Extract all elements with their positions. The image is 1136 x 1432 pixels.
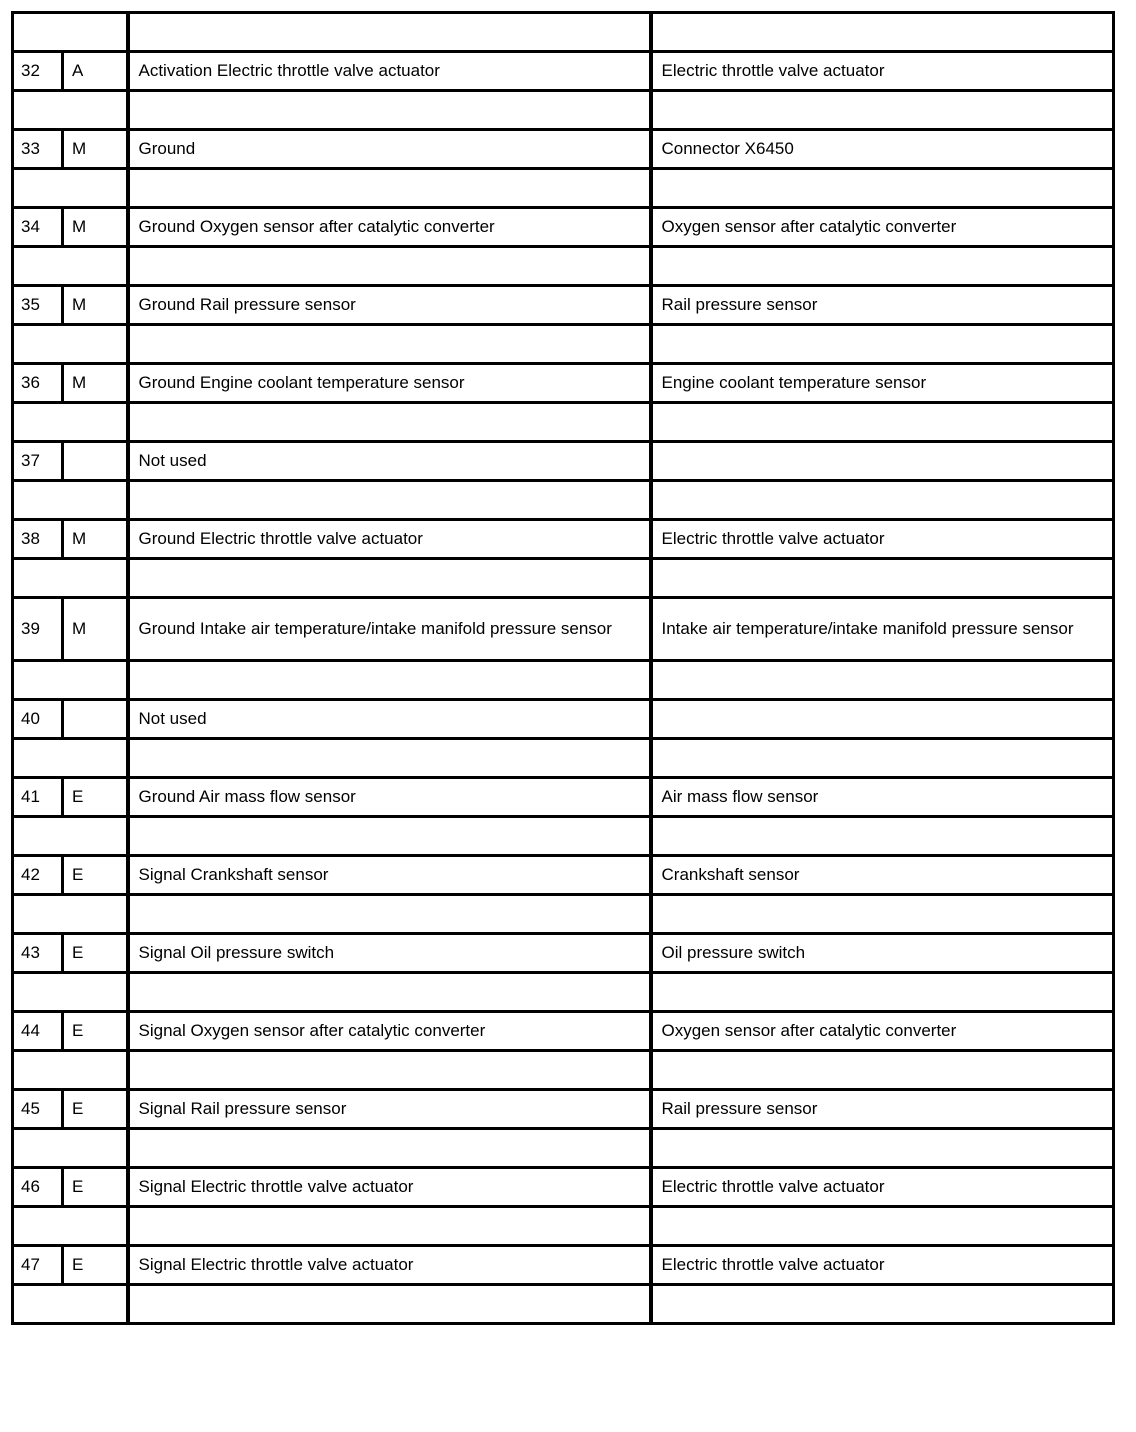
spacer-cell: [128, 325, 651, 364]
pin-row: [13, 778, 1114, 817]
spacer-cell: [128, 1129, 651, 1168]
pin-assignment-table: [11, 11, 1115, 1325]
pin-number: 40: [13, 700, 63, 739]
pin-component: Crankshaft sensor: [651, 856, 1114, 895]
pin-component: Connector X6450: [651, 130, 1114, 169]
pin-component: Electric throttle valve actuator: [651, 520, 1114, 559]
pin-row: [13, 1168, 1114, 1207]
pin-component: Intake air temperature/intake manifold pressure sensor: [651, 598, 1114, 661]
spacer-cell: [128, 13, 651, 52]
spacer-cell: [13, 1285, 128, 1324]
spacer-cell: [128, 973, 651, 1012]
pin-row: [13, 598, 1114, 661]
pin-type: E: [63, 1246, 128, 1285]
spacer-row: [13, 247, 1114, 286]
pin-number: 38: [13, 520, 63, 559]
spacer-cell: [13, 13, 128, 52]
spacer-cell: [651, 559, 1114, 598]
spacer-cell: [651, 169, 1114, 208]
spacer-cell: [13, 973, 128, 1012]
spacer-cell: [128, 661, 651, 700]
spacer-row: [13, 403, 1114, 442]
pin-component: Oxygen sensor after catalytic converter: [651, 208, 1114, 247]
pin-description: Signal Crankshaft sensor: [128, 856, 651, 895]
pin-component: Electric throttle valve actuator: [651, 52, 1114, 91]
spacer-cell: [651, 973, 1114, 1012]
pin-number: 35: [13, 286, 63, 325]
pin-row: [13, 52, 1114, 91]
spacer-cell: [128, 1207, 651, 1246]
spacer-cell: [13, 1207, 128, 1246]
pin-type: M: [63, 286, 128, 325]
spacer-cell: [128, 1285, 651, 1324]
spacer-cell: [128, 559, 651, 598]
pin-type: [63, 442, 128, 481]
pin-component: Air mass flow sensor: [651, 778, 1114, 817]
spacer-cell: [128, 169, 651, 208]
pin-component: Engine coolant temperature sensor: [651, 364, 1114, 403]
pin-number: 33: [13, 130, 63, 169]
pin-description: Signal Oxygen sensor after catalytic converter: [128, 1012, 651, 1051]
pin-type: E: [63, 1168, 128, 1207]
pin-component: Rail pressure sensor: [651, 286, 1114, 325]
spacer-row: [13, 169, 1114, 208]
spacer-row: [13, 1285, 1114, 1324]
spacer-row: [13, 661, 1114, 700]
pin-component: Electric throttle valve actuator: [651, 1246, 1114, 1285]
spacer-cell: [13, 817, 128, 856]
pin-row: [13, 700, 1114, 739]
pin-number: 46: [13, 1168, 63, 1207]
spacer-cell: [651, 91, 1114, 130]
spacer-row: [13, 481, 1114, 520]
spacer-row: [13, 817, 1114, 856]
spacer-row: [13, 559, 1114, 598]
pin-description: Ground Oxygen sensor after catalytic converter: [128, 208, 651, 247]
pin-row: [13, 286, 1114, 325]
pin-row: [13, 364, 1114, 403]
pin-component: [651, 700, 1114, 739]
spacer-cell: [651, 661, 1114, 700]
pin-component: Oxygen sensor after catalytic converter: [651, 1012, 1114, 1051]
spacer-cell: [13, 739, 128, 778]
pin-row: [13, 1012, 1114, 1051]
pin-row: [13, 442, 1114, 481]
pin-number: 47: [13, 1246, 63, 1285]
pin-description: Signal Oil pressure switch: [128, 934, 651, 973]
pin-description: Ground Rail pressure sensor: [128, 286, 651, 325]
pin-component: Oil pressure switch: [651, 934, 1114, 973]
pin-table-body: [13, 13, 1114, 1324]
pin-type: E: [63, 1012, 128, 1051]
spacer-cell: [651, 1285, 1114, 1324]
spacer-cell: [128, 739, 651, 778]
pin-number: 36: [13, 364, 63, 403]
pin-number: 42: [13, 856, 63, 895]
pin-type: E: [63, 934, 128, 973]
spacer-cell: [651, 895, 1114, 934]
spacer-cell: [651, 1051, 1114, 1090]
pin-number: 32: [13, 52, 63, 91]
pin-type: E: [63, 1090, 128, 1129]
spacer-cell: [128, 895, 651, 934]
spacer-row: [13, 973, 1114, 1012]
pin-number: 44: [13, 1012, 63, 1051]
spacer-cell: [651, 325, 1114, 364]
spacer-cell: [13, 403, 128, 442]
pin-description: Signal Rail pressure sensor: [128, 1090, 651, 1129]
pin-type: M: [63, 520, 128, 559]
spacer-cell: [13, 559, 128, 598]
spacer-cell: [128, 247, 651, 286]
pin-type: E: [63, 778, 128, 817]
pin-description: Ground Intake air temperature/intake manifold pressure sensor: [128, 598, 651, 661]
pin-number: 43: [13, 934, 63, 973]
pin-component: Electric throttle valve actuator: [651, 1168, 1114, 1207]
spacer-cell: [13, 481, 128, 520]
spacer-cell: [651, 247, 1114, 286]
spacer-cell: [651, 1129, 1114, 1168]
pin-description: Ground Engine coolant temperature sensor: [128, 364, 651, 403]
spacer-cell: [651, 739, 1114, 778]
spacer-cell: [651, 1207, 1114, 1246]
spacer-cell: [13, 91, 128, 130]
pin-component: Rail pressure sensor: [651, 1090, 1114, 1129]
pin-type: [63, 700, 128, 739]
spacer-row: [13, 1129, 1114, 1168]
pin-number: 34: [13, 208, 63, 247]
pin-type: M: [63, 130, 128, 169]
spacer-row: [13, 13, 1114, 52]
spacer-cell: [651, 817, 1114, 856]
spacer-cell: [13, 895, 128, 934]
spacer-cell: [651, 13, 1114, 52]
pin-number: 39: [13, 598, 63, 661]
pin-description: Ground Air mass flow sensor: [128, 778, 651, 817]
spacer-cell: [651, 481, 1114, 520]
pin-row: [13, 520, 1114, 559]
spacer-cell: [13, 247, 128, 286]
pin-type: M: [63, 208, 128, 247]
spacer-row: [13, 325, 1114, 364]
spacer-cell: [128, 91, 651, 130]
spacer-row: [13, 1051, 1114, 1090]
pin-number: 41: [13, 778, 63, 817]
pin-row: [13, 934, 1114, 973]
pin-type: M: [63, 364, 128, 403]
pin-description: Not used: [128, 442, 651, 481]
pin-type: M: [63, 598, 128, 661]
spacer-cell: [13, 661, 128, 700]
spacer-cell: [13, 1129, 128, 1168]
pin-type: A: [63, 52, 128, 91]
spacer-cell: [651, 403, 1114, 442]
pin-type: E: [63, 856, 128, 895]
pin-description: Signal Electric throttle valve actuator: [128, 1168, 651, 1207]
pin-row: [13, 130, 1114, 169]
spacer-row: [13, 895, 1114, 934]
spacer-row: [13, 1207, 1114, 1246]
pin-description: Ground Electric throttle valve actuator: [128, 520, 651, 559]
spacer-cell: [13, 1051, 128, 1090]
pin-row: [13, 1090, 1114, 1129]
spacer-cell: [128, 817, 651, 856]
pin-component: [651, 442, 1114, 481]
pin-number: 45: [13, 1090, 63, 1129]
pin-row: [13, 1246, 1114, 1285]
spacer-cell: [13, 325, 128, 364]
pin-number: 37: [13, 442, 63, 481]
pin-description: Signal Electric throttle valve actuator: [128, 1246, 651, 1285]
spacer-row: [13, 91, 1114, 130]
pin-row: [13, 856, 1114, 895]
pin-description: Not used: [128, 700, 651, 739]
spacer-cell: [128, 1051, 651, 1090]
pin-description: Ground: [128, 130, 651, 169]
spacer-cell: [128, 403, 651, 442]
spacer-cell: [13, 169, 128, 208]
spacer-row: [13, 739, 1114, 778]
pin-row: [13, 208, 1114, 247]
spacer-cell: [128, 481, 651, 520]
pin-description: Activation Electric throttle valve actuator: [128, 52, 651, 91]
